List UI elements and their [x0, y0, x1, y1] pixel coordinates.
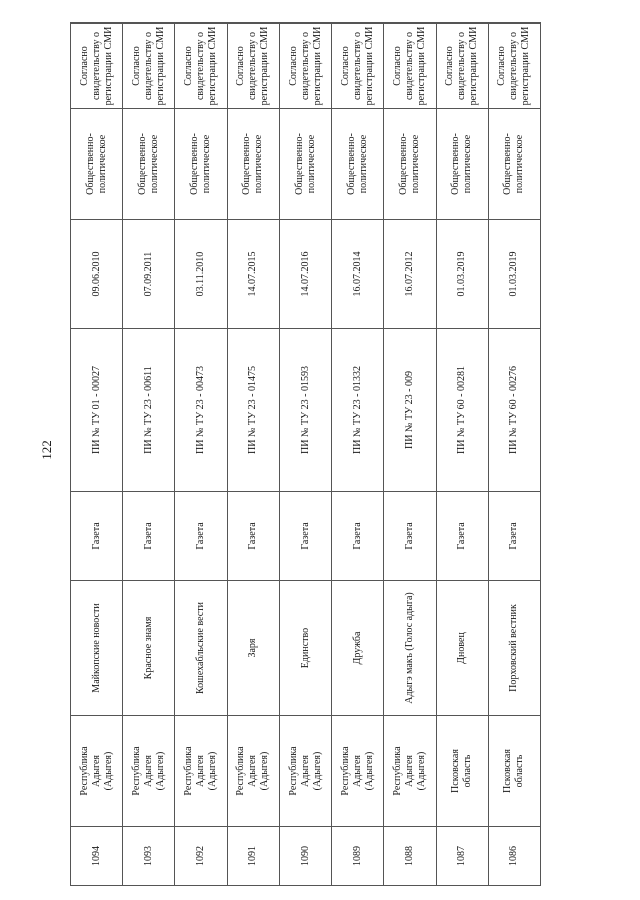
registration-date-text: 16.07.2014: [351, 251, 363, 297]
row-number-cell: [489, 826, 540, 885]
region-text: Псковская область: [502, 749, 526, 793]
row-number-cell: [71, 826, 122, 885]
distribution-territory-text: Согласно свидетельству о регистрации СМИ: [444, 26, 480, 106]
publication-name-text: Кошехабльские вести: [195, 602, 207, 694]
publication-type-text: Газета: [90, 522, 102, 550]
row-number-cell: [175, 826, 226, 885]
registration-date-cell: [280, 219, 331, 328]
table-row: [122, 23, 174, 885]
registration-date-cell: [332, 219, 383, 328]
publication-name-cell: [228, 580, 279, 715]
region-text: Республика Адыгея (Адыгея): [339, 746, 375, 796]
table-row: [331, 23, 383, 885]
publication-type-cell: [175, 491, 226, 580]
table-row: [436, 23, 488, 885]
publication-name-cell: [384, 580, 435, 715]
distribution-territory-cell: [280, 23, 331, 108]
row-number-cell: [123, 826, 174, 885]
distribution-territory-cell: [489, 23, 540, 108]
publication-name-cell: [71, 580, 122, 715]
publication-type-text: Газета: [299, 522, 311, 550]
license-number-text: ПИ № ТУ 60 - 00281: [456, 366, 468, 455]
publication-type-text: Газета: [456, 522, 468, 550]
license-number-cell: [228, 328, 279, 491]
publication-name-cell: [437, 580, 488, 715]
theme-text: Общественно- политическое: [450, 133, 474, 195]
publication-name-text: Единство: [299, 627, 311, 669]
registration-date-text: 01.03.2019: [456, 251, 468, 297]
license-number-text: ПИ № ТУ 23 - 00473: [195, 366, 207, 455]
publication-type-text: Газета: [351, 522, 363, 550]
region-cell: [175, 715, 226, 826]
theme-cell: [489, 108, 540, 219]
theme-cell: [280, 108, 331, 219]
row-number-text: 1090: [299, 846, 311, 866]
row-number-cell: [332, 826, 383, 885]
distribution-territory-cell: [71, 23, 122, 108]
table-row: [383, 23, 435, 885]
region-cell: [384, 715, 435, 826]
registration-date-cell: [489, 219, 540, 328]
distribution-territory-text: Согласно свидетельству о регистрации СМИ: [78, 26, 114, 106]
region-text: Республика Адыгея (Адыгея): [391, 746, 427, 796]
row-number-text: 1093: [142, 846, 154, 866]
media-registry-table: [70, 22, 541, 886]
theme-text: Общественно- политическое: [136, 133, 160, 195]
region-cell: [228, 715, 279, 826]
region-text: Республика Адыгея (Адыгея): [235, 746, 271, 796]
row-number-text: 1086: [508, 846, 520, 866]
row-number-text: 1091: [247, 846, 259, 866]
region-text: Псковская область: [450, 749, 474, 793]
theme-cell: [437, 108, 488, 219]
row-number-cell: [384, 826, 435, 885]
distribution-territory-cell: [123, 23, 174, 108]
region-text: Республика Адыгея (Адыгея): [287, 746, 323, 796]
registration-date-text: 14.07.2015: [247, 251, 259, 297]
license-number-cell: [175, 328, 226, 491]
distribution-territory-text: Согласно свидетельству о регистрации СМИ: [391, 26, 427, 106]
region-text: Республика Адыгея (Адыгея): [183, 746, 219, 796]
region-text: Республика Адыгея (Адыгея): [78, 746, 114, 796]
publication-name-cell: [332, 580, 383, 715]
row-number-text: 1092: [195, 846, 207, 866]
distribution-territory-text: Согласно свидетельству о регистрации СМИ: [235, 26, 271, 106]
license-number-cell: [123, 328, 174, 491]
table-row: [279, 23, 331, 885]
registration-date-text: 16.07.2012: [403, 251, 415, 297]
registration-date-cell: [384, 219, 435, 328]
region-cell: [332, 715, 383, 826]
row-number-text: 1088: [403, 846, 415, 866]
publication-name-cell: [123, 580, 174, 715]
theme-text: Общественно- политическое: [345, 133, 369, 195]
distribution-territory-cell: [437, 23, 488, 108]
distribution-territory-cell: [384, 23, 435, 108]
publication-type-cell: [228, 491, 279, 580]
publication-name-text: Майкопские новости: [90, 603, 102, 693]
row-number-text: 1087: [456, 846, 468, 866]
publication-type-text: Газета: [508, 522, 520, 550]
registration-date-cell: [71, 219, 122, 328]
region-text: Республика Адыгея (Адыгея): [130, 746, 166, 796]
license-number-text: ПИ № ТУ 23 - 009: [403, 371, 415, 450]
license-number-cell: [71, 328, 122, 491]
theme-text: Общественно- политическое: [189, 133, 213, 195]
license-number-text: ПИ № ТУ 23 - 01475: [247, 366, 259, 455]
theme-text: Общественно- политическое: [293, 133, 317, 195]
publication-name-text: Заря: [247, 638, 259, 658]
license-number-text: ПИ № ТУ 23 - 01332: [351, 366, 363, 455]
row-number-cell: [437, 826, 488, 885]
distribution-territory-cell: [175, 23, 226, 108]
region-cell: [71, 715, 122, 826]
publication-name-text: Дружба: [351, 631, 363, 665]
publication-type-cell: [280, 491, 331, 580]
region-cell: [489, 715, 540, 826]
publication-type-cell: [123, 491, 174, 580]
publication-type-text: Газета: [247, 522, 259, 550]
theme-cell: [175, 108, 226, 219]
row-number-text: 1094: [90, 846, 102, 866]
region-cell: [280, 715, 331, 826]
registration-date-text: 03.11.2010: [195, 251, 207, 297]
theme-text: Общественно- политическое: [397, 133, 421, 195]
publication-name-text: Порховский вестник: [508, 604, 520, 692]
region-cell: [123, 715, 174, 826]
publication-name-text: Красное знамя: [142, 616, 154, 680]
table-row: [70, 23, 122, 885]
license-number-text: ПИ № ТУ 23 - 01593: [299, 366, 311, 455]
license-number-text: ПИ № ТУ 23 - 00611: [142, 366, 154, 454]
theme-cell: [228, 108, 279, 219]
publication-type-cell: [384, 491, 435, 580]
license-number-cell: [437, 328, 488, 491]
registration-date-cell: [228, 219, 279, 328]
distribution-territory-text: Согласно свидетельству о регистрации СМИ: [130, 26, 166, 106]
theme-cell: [384, 108, 435, 219]
publication-type-cell: [71, 491, 122, 580]
registration-date-cell: [437, 219, 488, 328]
distribution-territory-text: Согласно свидетельству о регистрации СМИ: [496, 26, 532, 106]
publication-name-cell: [280, 580, 331, 715]
table-row: [488, 23, 540, 885]
publication-name-text: Адыгэ макъ (Голос адыга): [403, 592, 415, 704]
row-number-cell: [228, 826, 279, 885]
theme-text: Общественно- политическое: [502, 133, 526, 195]
publication-type-cell: [437, 491, 488, 580]
publication-type-text: Газета: [142, 522, 154, 550]
license-number-cell: [384, 328, 435, 491]
registration-date-text: 01.03.2019: [508, 251, 520, 297]
theme-cell: [332, 108, 383, 219]
row-number-text: 1089: [351, 846, 363, 866]
publication-name-text: Дновец: [456, 632, 468, 664]
distribution-territory-cell: [332, 23, 383, 108]
table-row: [227, 23, 279, 885]
region-cell: [437, 715, 488, 826]
license-number-text: ПИ № ТУ 01 - 00027: [90, 366, 102, 455]
publication-type-text: Газета: [195, 522, 207, 550]
page-number: 122: [39, 440, 54, 460]
distribution-territory-text: Согласно свидетельству о регистрации СМИ: [287, 26, 323, 106]
license-number-cell: [280, 328, 331, 491]
license-number-cell: [489, 328, 540, 491]
registration-date-cell: [175, 219, 226, 328]
publication-name-cell: [489, 580, 540, 715]
table-row: [174, 23, 226, 885]
registration-date-text: 14.07.2016: [299, 251, 311, 297]
distribution-territory-text: Согласно свидетельству о регистрации СМИ: [183, 26, 219, 106]
license-number-text: ПИ № ТУ 60 - 00276: [508, 366, 520, 455]
theme-text: Общественно- политическое: [241, 133, 265, 195]
theme-cell: [71, 108, 122, 219]
theme-cell: [123, 108, 174, 219]
registration-date-text: 09.06.2010: [90, 251, 102, 297]
publication-type-cell: [489, 491, 540, 580]
license-number-cell: [332, 328, 383, 491]
registration-date-text: 07.09.2011: [142, 251, 154, 297]
publication-name-cell: [175, 580, 226, 715]
publication-type-cell: [332, 491, 383, 580]
distribution-territory-text: Согласно свидетельству о регистрации СМИ: [339, 26, 375, 106]
distribution-territory-cell: [228, 23, 279, 108]
theme-text: Общественно- политическое: [84, 133, 108, 195]
registration-date-cell: [123, 219, 174, 328]
publication-type-text: Газета: [403, 522, 415, 550]
row-number-cell: [280, 826, 331, 885]
